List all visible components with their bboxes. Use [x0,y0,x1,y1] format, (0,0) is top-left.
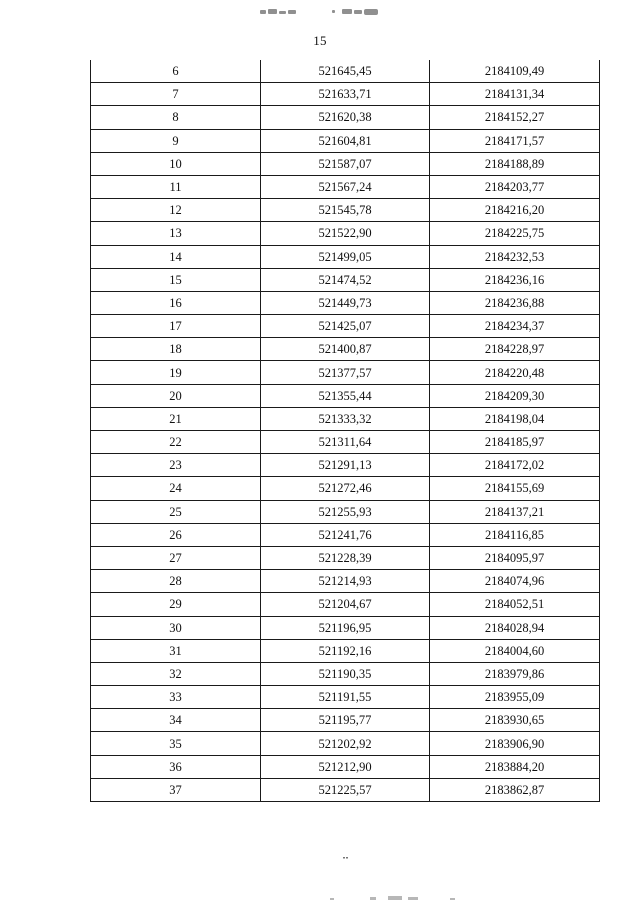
point-number-cell: 29 [91,593,261,616]
x-coordinate-cell: 521190,35 [261,662,430,685]
x-coordinate-cell: 521272,46 [261,477,430,500]
point-number-cell: 35 [91,732,261,755]
table-row [91,83,600,106]
x-coordinate-cell: 521192,16 [261,639,430,662]
x-coordinate-cell: 521214,93 [261,570,430,593]
x-coordinate-cell: 521212,90 [261,755,430,778]
y-coordinate-cell: 2184203,77 [430,175,600,198]
y-coordinate-cell: 2184116,85 [430,523,600,546]
point-number-cell: 27 [91,546,261,569]
table-row [91,593,600,616]
point-number-cell: 31 [91,639,261,662]
y-coordinate-cell: 2183930,65 [430,709,600,732]
x-coordinate-cell: 521191,55 [261,686,430,709]
table-row [91,686,600,709]
point-number-cell: 20 [91,384,261,407]
table-row [91,755,600,778]
point-number-cell: 21 [91,407,261,430]
point-number-cell: 25 [91,500,261,523]
table-row [91,152,600,175]
table-row [91,639,600,662]
point-number-cell: 9 [91,129,261,152]
point-number-cell: 13 [91,222,261,245]
point-number-cell: 12 [91,199,261,222]
x-coordinate-cell: 521567,24 [261,175,430,198]
x-coordinate-cell: 521255,93 [261,500,430,523]
table-row [91,129,600,152]
y-coordinate-cell: 2184209,30 [430,384,600,407]
point-number-cell: 24 [91,477,261,500]
y-coordinate-cell: 2184109,49 [430,60,600,83]
x-coordinate-cell: 521499,05 [261,245,430,268]
page-mark [343,856,349,859]
point-number-cell: 17 [91,315,261,338]
table-row [91,384,600,407]
x-coordinate-cell: 521633,71 [261,83,430,106]
x-coordinate-cell: 521228,39 [261,546,430,569]
coordinates-table [90,60,600,802]
y-coordinate-cell: 2184185,97 [430,431,600,454]
x-coordinate-cell: 521377,57 [261,361,430,384]
point-number-cell: 6 [91,60,261,83]
y-coordinate-cell: 2184188,89 [430,152,600,175]
point-number-cell: 16 [91,291,261,314]
x-coordinate-cell: 521645,45 [261,60,430,83]
y-coordinate-cell: 2183884,20 [430,755,600,778]
y-coordinate-cell: 2184171,57 [430,129,600,152]
x-coordinate-cell: 521355,44 [261,384,430,407]
table-row [91,477,600,500]
x-coordinate-cell: 521425,07 [261,315,430,338]
footer-scan-artifact [330,893,480,901]
point-number-cell: 15 [91,268,261,291]
table-row [91,778,600,801]
y-coordinate-cell: 2184220,48 [430,361,600,384]
table-row [91,315,600,338]
table-row [91,523,600,546]
y-coordinate-cell: 2184095,97 [430,546,600,569]
y-coordinate-cell: 2184155,69 [430,477,600,500]
x-coordinate-cell: 521291,13 [261,454,430,477]
x-coordinate-cell: 521204,67 [261,593,430,616]
y-coordinate-cell: 2184232,53 [430,245,600,268]
y-coordinate-cell: 2184236,16 [430,268,600,291]
table-row [91,732,600,755]
point-number-cell: 36 [91,755,261,778]
table-row [91,546,600,569]
x-coordinate-cell: 521587,07 [261,152,430,175]
point-number-cell: 28 [91,570,261,593]
y-coordinate-cell: 2184216,20 [430,199,600,222]
x-coordinate-cell: 521196,95 [261,616,430,639]
point-number-cell: 33 [91,686,261,709]
x-coordinate-cell: 521449,73 [261,291,430,314]
table-row [91,361,600,384]
coordinates-table-body [91,60,600,802]
y-coordinate-cell: 2184225,75 [430,222,600,245]
point-number-cell: 14 [91,245,261,268]
page-number: 15 [313,33,327,48]
table-row [91,454,600,477]
table-row [91,407,600,430]
table-row [91,245,600,268]
point-number-cell: 11 [91,175,261,198]
table-row [91,268,600,291]
x-coordinate-cell: 521400,87 [261,338,430,361]
y-coordinate-cell: 2184228,97 [430,338,600,361]
y-coordinate-cell: 2183906,90 [430,732,600,755]
x-coordinate-cell: 521474,52 [261,268,430,291]
point-number-cell: 10 [91,152,261,175]
y-coordinate-cell: 2184028,94 [430,616,600,639]
x-coordinate-cell: 521522,90 [261,222,430,245]
table-row [91,106,600,129]
y-coordinate-cell: 2184198,04 [430,407,600,430]
point-number-cell: 19 [91,361,261,384]
point-number-cell: 7 [91,83,261,106]
point-number-cell: 26 [91,523,261,546]
x-coordinate-cell: 521333,32 [261,407,430,430]
y-coordinate-cell: 2184137,21 [430,500,600,523]
x-coordinate-cell: 521620,38 [261,106,430,129]
point-number-cell: 18 [91,338,261,361]
y-coordinate-cell: 2184052,51 [430,593,600,616]
y-coordinate-cell: 2183979,86 [430,662,600,685]
point-number-cell: 32 [91,662,261,685]
y-coordinate-cell: 2184074,96 [430,570,600,593]
table-row [91,338,600,361]
table-row [91,709,600,732]
header-stamp-smudge [258,6,388,18]
x-coordinate-cell: 521202,92 [261,732,430,755]
table-row [91,291,600,314]
table-row [91,222,600,245]
table-row [91,60,600,83]
table-row [91,616,600,639]
y-coordinate-cell: 2184172,02 [430,454,600,477]
point-number-cell: 23 [91,454,261,477]
y-coordinate-cell: 2183955,09 [430,686,600,709]
x-coordinate-cell: 521225,57 [261,778,430,801]
y-coordinate-cell: 2183862,87 [430,778,600,801]
table-row [91,500,600,523]
table-row [91,431,600,454]
table-row [91,199,600,222]
y-coordinate-cell: 2184004,60 [430,639,600,662]
x-coordinate-cell: 521311,64 [261,431,430,454]
point-number-cell: 34 [91,709,261,732]
x-coordinate-cell: 521545,78 [261,199,430,222]
point-number-cell: 30 [91,616,261,639]
point-number-cell: 37 [91,778,261,801]
table-row [91,662,600,685]
y-coordinate-cell: 2184152,27 [430,106,600,129]
y-coordinate-cell: 2184131,34 [430,83,600,106]
x-coordinate-cell: 521195,77 [261,709,430,732]
point-number-cell: 8 [91,106,261,129]
x-coordinate-cell: 521604,81 [261,129,430,152]
point-number-cell: 22 [91,431,261,454]
x-coordinate-cell: 521241,76 [261,523,430,546]
y-coordinate-cell: 2184236,88 [430,291,600,314]
y-coordinate-cell: 2184234,37 [430,315,600,338]
table-row [91,570,600,593]
table-row [91,175,600,198]
